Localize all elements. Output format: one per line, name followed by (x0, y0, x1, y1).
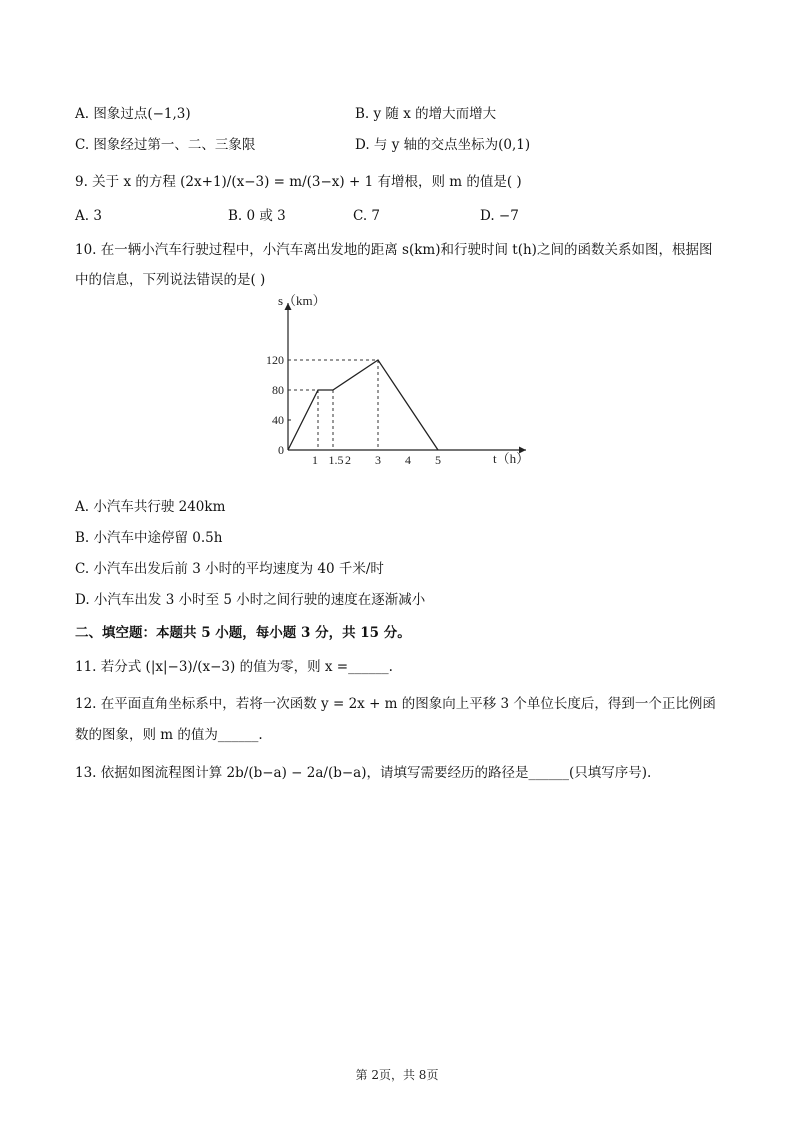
q12-line2: 数的图象，则 m 的值为______. (75, 727, 263, 743)
x-tick-label: 1.5 (328, 453, 344, 467)
y-axis-label: s（km） (278, 293, 326, 308)
y-tick-label: 0 (278, 443, 284, 457)
y-tick-label: 40 (272, 413, 284, 427)
x-tick-label: 3 (375, 453, 381, 467)
q10-option-a: A. 小汽车共行驶 240km (75, 499, 226, 515)
section-heading: 二、填空题：本题共 5 小题，每小题 3 分，共 15 分。 (75, 625, 411, 641)
q9-option-c: C. 7 (353, 208, 381, 224)
series-layer (288, 360, 438, 450)
y-tick-label: 80 (272, 383, 284, 397)
q10-option-c: C. 小汽车出发后前 3 小时的平均速度为 40 千米/时 (75, 561, 384, 577)
q9-stem: 9. 关于 x 的方程 (2x+1)/(x−3) = m/(3−x) + 1 有增根，则 m 的值是( ) (75, 174, 522, 190)
q8-option-b: B. y 随 x 的增大而增大 (355, 106, 497, 122)
x-tick-label: 1 (312, 453, 318, 467)
distance-time-chart (262, 285, 542, 470)
x-axis-label: t（h） (493, 451, 530, 466)
q8-option-a: A. 图象过点(−1,3) (75, 106, 191, 122)
q9-option-b: B. 0 或 3 (228, 208, 286, 224)
q10-option-d: D. 小汽车出发 3 小时至 5 小时之间行驶的速度在逐渐减小 (75, 592, 426, 608)
q9-option-d: D. −7 (480, 208, 519, 224)
q10-stem-line2: 中的信息，下列说法错误的是( ) (75, 272, 266, 288)
page-footer: 第 2页，共 8页 (355, 1068, 439, 1082)
q10-stem-line1: 10. 在一辆小汽车行驶过程中，小汽车离出发地的距离 s(km)和行驶时间 t(h)之间的函数关系如图，根据图 (75, 242, 713, 258)
chart-svg (262, 285, 542, 470)
y-tick-label: 120 (266, 353, 284, 367)
x-tick-label: 2 (345, 453, 351, 467)
q9-option-a: A. 3 (75, 208, 102, 224)
q8-option-c: C. 图象经过第一、二、三象限 (75, 137, 256, 153)
q10-option-b: B. 小汽车中途停留 0.5h (75, 530, 223, 546)
distance-series-line (288, 360, 438, 450)
q13-text: 13. 依据如图流程图计算 2b/(b−a) − 2a/(b−a)，请填写需要经历的路径是______(只填写序号). (75, 765, 652, 781)
x-tick-label: 5 (435, 453, 441, 467)
x-tick-label: 4 (405, 453, 411, 467)
q8-option-d: D. 与 y 轴的交点坐标为(0,1) (355, 137, 531, 153)
q12-line1: 12. 在平面直角坐标系中，若将一次函数 y = 2x + m 的图象向上平移 3 个单位长度后，得到一个正比例函 (75, 696, 716, 712)
q11-text: 11. 若分式 (|x|−3)/(x−3) 的值为零，则 x =______. (75, 659, 393, 675)
guide-layer (288, 360, 378, 450)
